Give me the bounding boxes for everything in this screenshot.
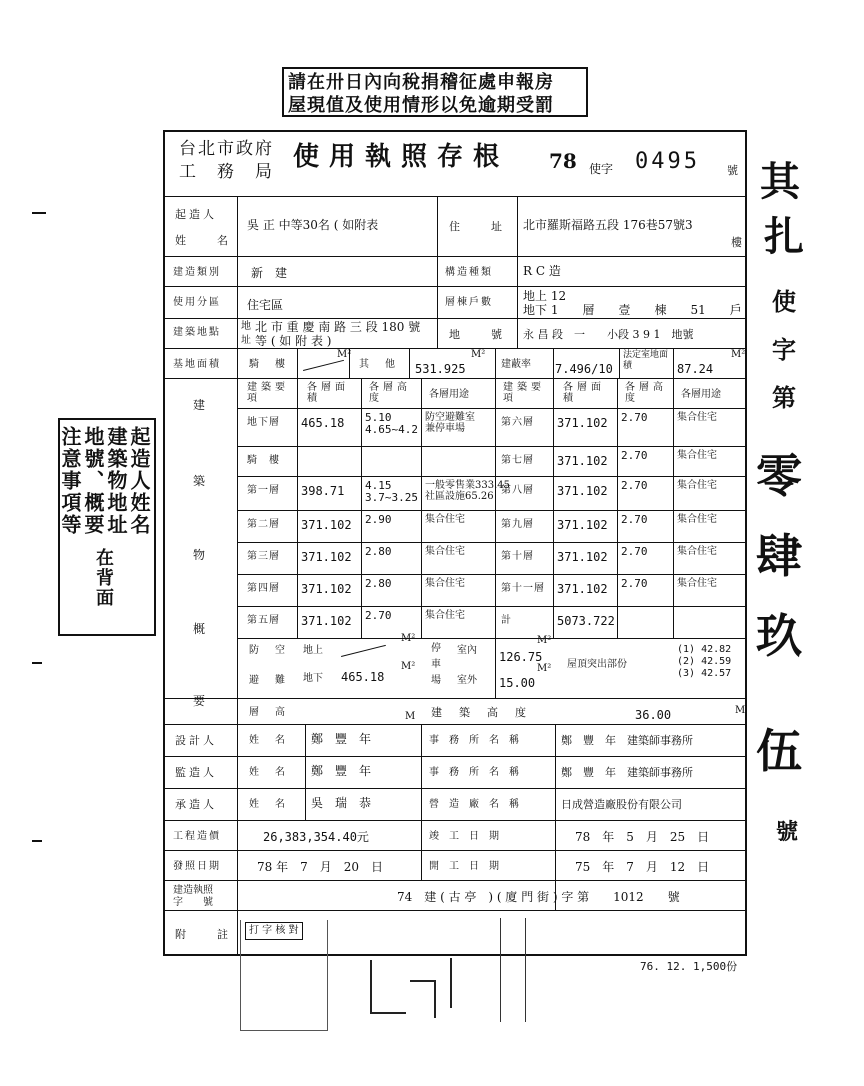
zone-value: 住宅區 <box>247 298 284 312</box>
start-label: 開 工 日 期 <box>429 861 499 872</box>
category-value: 新 建 <box>251 266 288 280</box>
parking-outdoor-value: 15.00 <box>499 676 536 690</box>
contractor-label: 承造人 <box>175 798 217 811</box>
permit-label-2: 字 號 <box>173 897 213 908</box>
floor-name: 第八層 <box>501 485 534 496</box>
floor-height: 2.80 <box>365 577 392 590</box>
lot-value: 永 昌 段 一 小段 3 9 1 地號 <box>523 328 694 341</box>
arcade-label: 騎 樓 <box>249 359 288 370</box>
col-rule <box>421 724 422 820</box>
start-value: 75 年 7 月 12 日 <box>575 860 710 874</box>
completion-label: 竣 工 日 期 <box>429 831 499 842</box>
grid-rule <box>495 378 496 698</box>
col-rule <box>421 820 422 880</box>
floor-name: 第五層 <box>247 615 280 626</box>
header-use: 各層用途 <box>681 389 721 400</box>
grid-rule <box>297 378 298 638</box>
floor-area: 465.18 <box>301 416 345 430</box>
parking-label-2: 車 <box>431 659 441 670</box>
floor-use: 集合住宅 <box>425 610 465 621</box>
stamp-char: 使 <box>772 287 796 316</box>
header-use: 各層用途 <box>429 389 469 400</box>
grid-rule <box>617 378 618 638</box>
floor-use: 集合住宅 <box>677 450 717 461</box>
office-label: 事 務 所 名 稱 <box>429 767 519 778</box>
col-rule <box>553 348 554 378</box>
site-value-1: 北 市 重 慶 南 路 三 段 180 號 <box>255 320 421 334</box>
address-value: 北市羅斯福路五段 176巷57號3 <box>523 218 693 232</box>
shelter-below-value: 465.18 <box>341 670 385 684</box>
summary-side-label: 物 <box>193 548 209 562</box>
permit-label-1: 建造執照 <box>173 885 213 896</box>
grid-rule <box>237 446 745 447</box>
header-height: 各層高度 <box>625 382 667 404</box>
parking-indoor-label: 室內 <box>457 645 477 656</box>
side-note-col-1: 起造人姓名 <box>127 426 151 536</box>
row-rule <box>165 788 745 789</box>
grid-rule <box>237 606 745 607</box>
print-run-note: 76. 12. 1,500份 <box>640 960 738 973</box>
shelter-above-label: 地上 <box>303 645 323 656</box>
row-rule <box>165 724 745 725</box>
floor-use: 集合住宅 <box>677 412 717 423</box>
col-rule <box>619 348 620 378</box>
address-value-2: 樓 <box>731 236 742 249</box>
side-note-col-4: 注意事項等 <box>58 426 82 536</box>
floor-height-label: 層 高 <box>249 707 288 718</box>
notice-line-1: 請在卅日內向稅捐稽征處申報房 <box>288 72 554 93</box>
floor-use: 集合住宅 <box>677 578 717 589</box>
contractor-name: 吳 瑞 恭 <box>311 796 372 810</box>
col-rule <box>305 724 306 820</box>
legal-basement-label: 法定室地面積 <box>623 350 669 371</box>
designer-label: 設計人 <box>175 734 217 747</box>
shelter-label-1: 防 空 <box>249 645 288 656</box>
floor-height: 4.15 3.7~3.25 <box>365 479 418 504</box>
site-value-2: 等 ( 如 附 表 ) <box>255 334 332 348</box>
site-label-small-1: 地 <box>241 321 251 332</box>
floor-name: 計 <box>501 615 512 626</box>
stamp-char: 零 <box>756 449 802 503</box>
designer-name: 鄭 豐 年 <box>311 732 372 746</box>
grid-rule <box>421 378 422 638</box>
floor-name: 第一層 <box>247 485 280 496</box>
stamp-char: 伍 <box>756 724 802 778</box>
grid-rule <box>237 542 745 543</box>
floor-use: 一般零售業333.45 社區設施65.26 <box>425 480 510 502</box>
floor-height: 2.70 <box>365 609 392 622</box>
name-label: 姓 名 <box>249 767 288 778</box>
row-rule <box>165 698 745 699</box>
org-line-2: 工 務 局 <box>179 162 274 182</box>
doc-suffix: 號 <box>727 164 738 177</box>
cost-value: 26,383,354.40元 <box>263 830 369 844</box>
building-height-label: 建 築 高 度 <box>431 706 529 719</box>
header-area: 各層面積 <box>563 382 605 404</box>
name-label: 姓 名 <box>249 799 288 810</box>
coverage-value: 7.496/10 <box>555 362 613 376</box>
roof-label: 屋頂突出部份 <box>567 659 627 670</box>
floor-name: 第四層 <box>247 583 280 594</box>
shelter-label-2: 避 難 <box>249 675 288 686</box>
floor-height: 2.80 <box>365 545 392 558</box>
permit-value: 74 建 ( 古 亭 ) ( 廈 門 街 ) 字 第 1012 號 <box>397 890 680 904</box>
col-rule <box>673 348 674 378</box>
supervisor-label: 監造人 <box>175 766 217 779</box>
parking-label-3: 場 <box>431 675 441 686</box>
parking-indoor-value: 126.75 <box>499 650 543 664</box>
designer-office: 鄭 豐 年 建築師事務所 <box>561 734 693 747</box>
grid-rule <box>553 378 554 638</box>
contractor-company: 日成營造廠股份有限公司 <box>561 798 682 811</box>
company-label: 營 造 廠 名 稱 <box>429 799 519 810</box>
signature-mark <box>500 918 526 1022</box>
structure-label: 構造種類 <box>445 267 493 278</box>
floor-name: 第十層 <box>501 551 534 562</box>
other-area-value: 531.925 <box>415 362 466 376</box>
floor-height: 2.70 <box>621 479 648 492</box>
base-area-label: 基地面積 <box>173 359 221 370</box>
signature-mark <box>450 958 482 1008</box>
doc-year: 78 <box>549 149 577 173</box>
structure-value: R C 造 <box>523 264 561 278</box>
grid-rule <box>237 476 745 477</box>
doc-number: 0495 <box>635 149 700 174</box>
unit-m2: M² <box>471 349 486 360</box>
floor-area: 371.102 <box>301 614 352 628</box>
side-note-box <box>58 418 156 636</box>
floor-height: 2.70 <box>621 545 648 558</box>
row-rule <box>165 910 745 911</box>
blank-strike <box>341 645 386 657</box>
floor-use: 集合住宅 <box>425 546 465 557</box>
grid-rule <box>237 638 745 639</box>
col-rule <box>517 196 518 348</box>
floors-below: 地下 1 層 壹 棟 51 戶 <box>523 303 742 317</box>
unit-m: M <box>735 705 746 716</box>
label-col-rule <box>237 196 238 956</box>
floor-area: 371.102 <box>301 550 352 564</box>
doc-title: 使用執照存根 <box>293 142 510 172</box>
grid-rule <box>237 408 745 409</box>
floor-name: 第六層 <box>501 417 534 428</box>
unit-m2: M² <box>537 635 552 646</box>
notice-line-2: 屋現值及使用情形以免逾期受罰 <box>288 95 554 116</box>
floor-height: 5.10 4.65~4.2 <box>365 411 418 436</box>
grid-rule <box>361 378 362 638</box>
building-height-value: 36.00 <box>635 708 672 722</box>
summary-side-label: 要 <box>193 694 209 708</box>
name-label: 姓 名 <box>249 735 288 746</box>
unit-m2: M² <box>731 349 746 360</box>
floor-name: 第九層 <box>501 519 534 530</box>
floor-height: 2.90 <box>365 513 392 526</box>
stamp-char: 肆 <box>756 529 802 583</box>
row-rule <box>165 256 745 257</box>
row-rule <box>165 756 745 757</box>
doc-type: 使字 <box>589 162 614 176</box>
header-area: 各層面積 <box>307 382 349 404</box>
shelter-below-label: 地下 <box>303 673 323 684</box>
margin-dash <box>32 212 46 214</box>
floor-area: 371.102 <box>557 416 608 430</box>
floor-use: 防空避難室 兼停車場 <box>425 412 475 434</box>
floor-area: 371.102 <box>301 518 352 532</box>
summary-side-label: 建 <box>193 398 209 412</box>
col-rule <box>409 348 410 378</box>
row-rule <box>165 196 745 197</box>
signature-mark <box>410 980 436 1018</box>
roof-values: (1) 42.82 (2) 42.59 (3) 42.57 <box>677 644 732 679</box>
margin-dash <box>32 662 42 664</box>
stamp-char: 玖 <box>756 609 802 663</box>
parking-label-1: 停 <box>431 643 441 654</box>
row-rule <box>165 378 745 379</box>
floors-above: 地上 12 <box>523 289 567 303</box>
unit-m2: M² <box>401 633 416 644</box>
side-note-col-2: 建築物地址 <box>104 426 128 536</box>
site-label-small-2: 址 <box>241 335 251 346</box>
other-area-label: 其 他 <box>359 359 398 370</box>
col-rule <box>495 348 496 378</box>
supervisor-office: 鄭 豐 年 建築師事務所 <box>561 766 693 779</box>
floor-area: 371.102 <box>557 550 608 564</box>
floor-area: 371.102 <box>557 582 608 596</box>
floor-area: 5073.722 <box>557 614 615 628</box>
signature-box <box>240 920 328 1031</box>
floor-area: 371.102 <box>301 582 352 596</box>
office-label: 事 務 所 名 稱 <box>429 735 519 746</box>
cost-label: 工程造價 <box>173 831 221 842</box>
remarks-label: 附 註 <box>175 928 231 941</box>
row-rule <box>165 286 745 287</box>
owner-label-top: 起造人 <box>175 208 217 221</box>
col-rule <box>437 196 438 348</box>
unit-m2: M² <box>401 661 416 672</box>
unit-m2: M² <box>537 663 552 674</box>
owner-label-bottom: 姓 名 <box>175 234 231 247</box>
row-rule <box>165 820 745 821</box>
row-rule <box>165 850 745 851</box>
margin-dash <box>32 840 42 842</box>
parking-outdoor-label: 室外 <box>457 675 477 686</box>
completion-value: 78 年 5 月 25 日 <box>575 830 710 844</box>
floor-name: 第三層 <box>247 551 280 562</box>
usage-permit-form <box>163 130 747 956</box>
site-label: 建築地點 <box>173 327 221 338</box>
floor-name: 第十一層 <box>501 583 545 594</box>
stamp-char: 第 <box>772 383 796 412</box>
signature-mark <box>370 960 406 1014</box>
floor-use: 集合住宅 <box>425 514 465 525</box>
stamp-char: 其 <box>760 158 800 205</box>
floor-name: 地下層 <box>247 417 280 428</box>
stamp-char: 扎 <box>764 213 804 260</box>
floor-name: 第七層 <box>501 455 534 466</box>
issue-value: 78 年 7 月 20 日 <box>257 860 383 874</box>
stamp-char: 號 <box>776 819 799 845</box>
floor-use: 集合住宅 <box>677 546 717 557</box>
summary-side-label: 概 <box>193 622 209 636</box>
grid-rule <box>673 378 674 638</box>
side-note-tail: 在背面 <box>93 548 114 608</box>
org-line-1: 台北市政府 <box>179 139 274 159</box>
side-note-col-3: 地號、概要 <box>81 426 105 536</box>
floors-label: 層棟戶數 <box>445 297 493 308</box>
floor-area: 371.102 <box>557 484 608 498</box>
floor-use: 集合住宅 <box>677 514 717 525</box>
row-rule <box>165 880 745 881</box>
floor-area: 398.71 <box>301 484 345 498</box>
floor-height: 2.70 <box>621 513 648 526</box>
floor-use: 集合住宅 <box>425 578 465 589</box>
grid-rule <box>237 510 745 511</box>
proofread-stamp: 打 字 核 對 <box>245 922 303 940</box>
floor-area: 371.102 <box>557 454 608 468</box>
zone-label: 使用分區 <box>173 297 221 308</box>
supervisor-name: 鄭 豐 年 <box>311 764 372 778</box>
header-item: 建築要項 <box>503 382 545 404</box>
col-rule <box>555 724 556 910</box>
owner-name-value: 吳 正 中等30名 ( 如附表 <box>247 218 379 232</box>
unit-m: M <box>405 711 416 722</box>
grid-rule <box>237 574 745 575</box>
floor-height: 2.70 <box>621 411 648 424</box>
row-rule <box>165 318 745 319</box>
tax-notice-stamp <box>282 67 588 117</box>
floor-height: 2.70 <box>621 449 648 462</box>
legal-basement-value: 87.24 <box>677 362 714 376</box>
address-label: 住 址 <box>449 220 505 233</box>
floor-height: 2.70 <box>621 577 648 590</box>
row-rule <box>165 348 745 349</box>
floor-name: 第二層 <box>247 519 280 530</box>
header-height: 各層高度 <box>369 382 411 404</box>
issue-label: 發照日期 <box>173 861 221 872</box>
unit-m2: M² <box>337 349 352 360</box>
summary-side-label: 築 <box>193 474 209 488</box>
category-label: 建造類別 <box>173 267 221 278</box>
col-rule <box>297 348 298 378</box>
floor-use: 集合住宅 <box>677 480 717 491</box>
header-item: 建築要項 <box>247 382 289 404</box>
coverage-label: 建蔽率 <box>501 359 531 370</box>
stamp-char: 字 <box>772 335 796 364</box>
floor-area: 371.102 <box>557 518 608 532</box>
floor-name: 騎 樓 <box>247 455 280 466</box>
lot-label: 地 號 <box>449 328 505 341</box>
